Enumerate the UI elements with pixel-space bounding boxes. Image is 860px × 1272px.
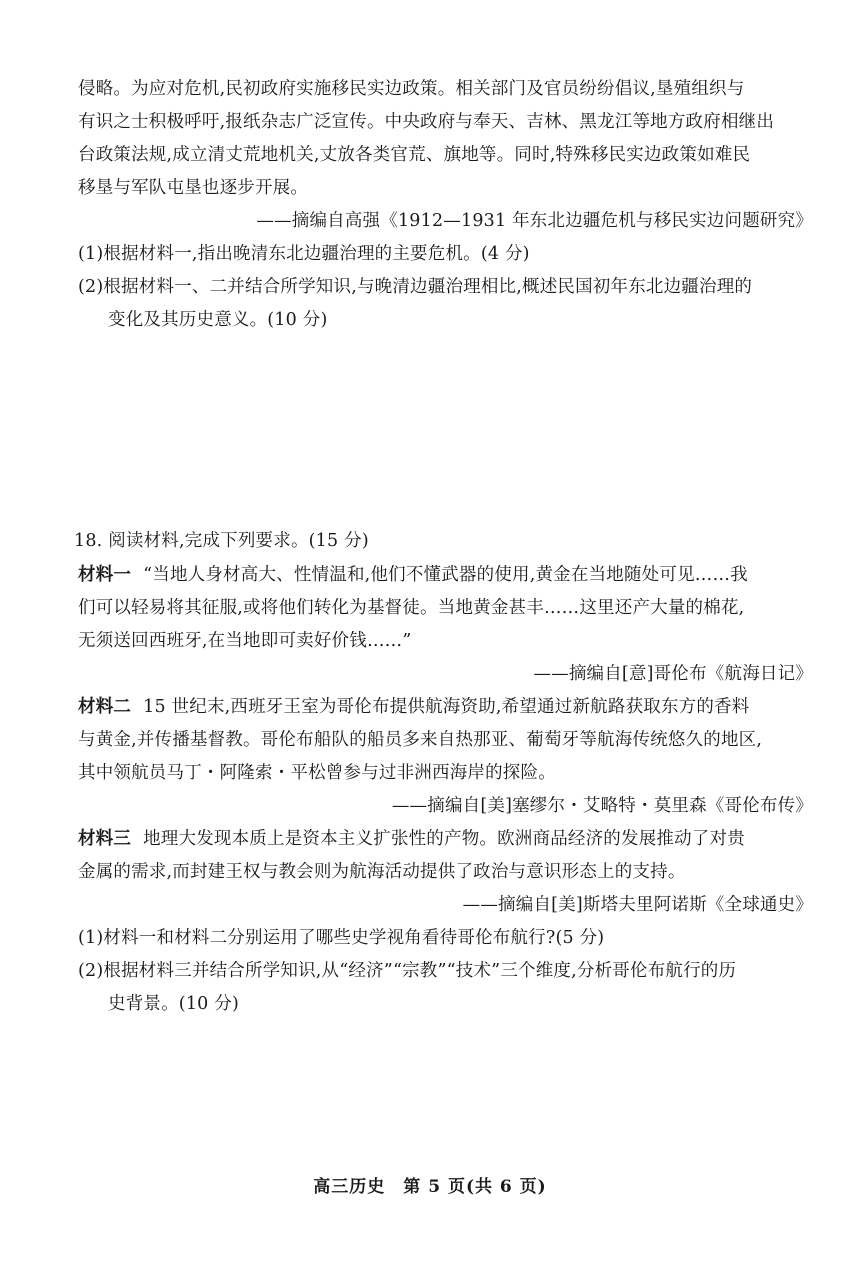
material-3-source: ——摘编自[美]斯塔夫里阿诺斯《全球通史》 — [462, 895, 813, 915]
question-2-cont: 变化及其历史意义。(10 分) — [108, 310, 328, 330]
material-3-label: 材料三 — [78, 829, 132, 849]
paragraph-line: 台政策法规,成立清丈荒地机关,丈放各类官荒、旗地等。同时,特殊移民实边政策如难民 — [78, 145, 751, 165]
source-citation: ——摘编自高强《1912—1931 年东北边疆危机与移民实边问题研究》 — [256, 211, 813, 231]
material-1-source: ——摘编自[意]哥伦布《航海日记》 — [533, 664, 813, 684]
material-2-line: 与黄金,并传播基督教。哥伦布船队的船员多来自热那亚、葡萄牙等航海传统悠久的地区, — [78, 730, 763, 750]
question-2: (2)根据材料一、二并结合所学知识,与晚清边疆治理相比,概述民国初年东北边疆治理的 — [78, 277, 753, 297]
material-2-text: 15 世纪末,西班牙王室为哥伦布提供航海资助,希望通过新航路获取东方的香料 — [143, 697, 750, 717]
material-1-line: 们可以轻易将其征服,或将他们转化为基督徒。当地黄金甚丰……这里还产大量的棉花, — [78, 598, 745, 618]
question-18-heading: 18. 阅读材料,完成下列要求。(15 分) — [74, 531, 369, 551]
question-1: (1)根据材料一,指出晚清东北边疆治理的主要危机。(4 分) — [78, 244, 530, 264]
material-3-line: 金属的需求,而封建王权与教会则为航海活动提供了政治与意识形态上的支持。 — [78, 862, 686, 882]
page-footer: 高三历史 第 5 页(共 6 页) — [313, 1177, 547, 1197]
material-1-label: 材料一 — [78, 565, 132, 585]
material-1-line — [78, 564, 813, 586]
material-1-text: “当地人身材高大、性情温和,他们不懂武器的使用,黄金在当地随处可见……我 — [143, 565, 748, 585]
material-2-label: 材料二 — [78, 697, 132, 717]
question-18-1: (1)材料一和材料二分别运用了哪些史学视角看待哥伦布航行?(5 分) — [78, 928, 605, 948]
question-18-2: (2)根据材料三并结合所学知识,从“经济”“宗教”“技术”三个维度,分析哥伦布航行的历 — [78, 961, 737, 981]
material-2-source: ——摘编自[美]塞缪尔・艾略特・莫里森《哥伦布传》 — [391, 796, 813, 816]
paragraph-line: 移垦与军队屯垦也逐步开展。 — [78, 178, 309, 198]
material-2-line: 其中领航员马丁・阿隆索・平松曾参与过非洲西海岸的探险。 — [78, 763, 556, 783]
question-18-2-cont: 史背景。(10 分) — [108, 994, 239, 1014]
paragraph-line: 有识之士积极呼吁,报纸杂志广泛宣传。中央政府与奉天、吉林、黑龙江等地方政府相继出 — [78, 112, 775, 132]
material-3-text: 地理大发现本质上是资本主义扩张性的产物。欧洲商品经济的发展推动了对贵 — [143, 829, 745, 849]
material-2-line — [78, 696, 813, 718]
material-3-line — [78, 828, 813, 850]
paragraph-line: 侵略。为应对危机,民初政府实施移民实边政策。相关部门及官员纷纷倡议,垦殖组织与 — [78, 79, 745, 99]
material-1-line: 无须送回西班牙,在当地即可卖好价钱……” — [78, 631, 412, 651]
